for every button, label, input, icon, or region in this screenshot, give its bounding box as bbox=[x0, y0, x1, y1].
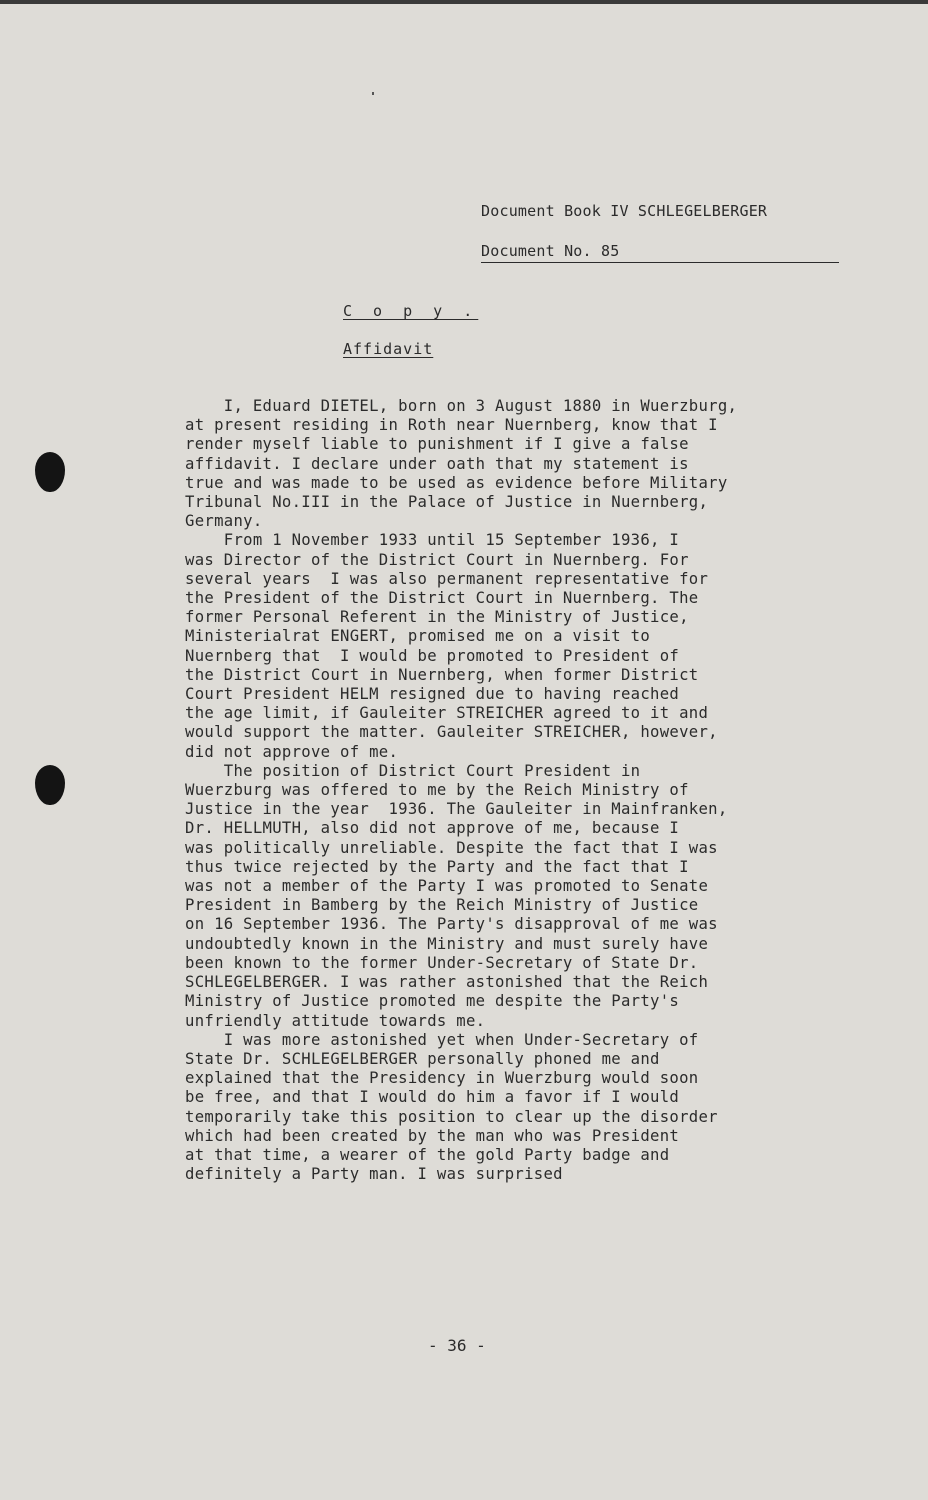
body-line: did not approve of me. bbox=[185, 742, 399, 761]
body-line: Court President HELM resigned due to having reached bbox=[185, 685, 680, 704]
body-line: at that time, a wearer of the gold Party badge and bbox=[185, 1145, 670, 1164]
body-line: former Personal Referent in the Ministry of Justice, bbox=[185, 608, 689, 627]
body-line: was Director of the District Court in Nuernberg. For bbox=[185, 550, 689, 569]
body-line: Nuernberg that I would be promoted to President of bbox=[185, 646, 680, 665]
document-book-line: Document Book IV SCHLEGELBERGER bbox=[481, 202, 768, 220]
body-line: Justice in the year 1936. The Gauleiter in Mainfranken, bbox=[185, 800, 728, 819]
body-line: the President of the District Court in Nuernberg. The bbox=[185, 589, 699, 608]
body-line: I was more astonished yet when Under-Secretary of bbox=[185, 1030, 699, 1049]
copy-label: C o p y . bbox=[343, 302, 479, 320]
body-line: true and was made to be used as evidence before Military bbox=[185, 473, 728, 492]
body-line: President in Bamberg by the Reich Ministry of Justice bbox=[185, 896, 699, 915]
body-line: Germany. bbox=[185, 512, 263, 531]
body-line: render myself liable to punishment if I give a false bbox=[185, 435, 689, 454]
punch-hole-upper bbox=[35, 452, 65, 492]
body-line: definitely a Party man. I was surprised bbox=[185, 1165, 563, 1184]
document-number: Document No. 85 bbox=[481, 242, 839, 263]
body-line: The position of District Court President in bbox=[185, 761, 641, 780]
body-line: was politically unreliable. Despite the fact that I was bbox=[185, 838, 718, 857]
body-line: thus twice rejected by the Party and the fact that I bbox=[185, 857, 689, 876]
affidavit-body bbox=[185, 397, 885, 1184]
paper-speck bbox=[372, 92, 374, 95]
body-line: the age limit, if Gauleiter STREICHER agreed to it and bbox=[185, 704, 709, 723]
body-line: Tribunal No.III in the Palace of Justice in Nuernberg, bbox=[185, 493, 709, 512]
body-line: State Dr. SCHLEGELBERGER personally phoned me and bbox=[185, 1049, 660, 1068]
body-line: the District Court in Nuernberg, when former District bbox=[185, 665, 699, 684]
body-line: several years I was also permanent representative for bbox=[185, 569, 709, 588]
body-line: Dr. HELLMUTH, also did not approve of me, because I bbox=[185, 819, 680, 838]
page-number: - 36 - bbox=[428, 1336, 486, 1355]
body-line: I, Eduard DIETEL, born on 3 August 1880 in Wuerzburg, bbox=[185, 397, 738, 415]
body-line: From 1 November 1933 until 15 September 1936, I bbox=[185, 531, 680, 550]
body-line: Ministry of Justice promoted me despite the Party's bbox=[185, 992, 680, 1011]
body-line: which had been created by the man who was President bbox=[185, 1126, 680, 1145]
body-line: was not a member of the Party I was promoted to Senate bbox=[185, 877, 709, 896]
punch-hole-lower bbox=[35, 765, 65, 805]
body-line: temporarily take this position to clear up the disorder bbox=[185, 1107, 718, 1126]
body-line: been known to the former Under-Secretary of State Dr. bbox=[185, 953, 699, 972]
body-line: affidavit. I declare under oath that my statement is bbox=[185, 454, 689, 473]
body-line: unfriendly attitude towards me. bbox=[185, 1011, 486, 1030]
page-top-edge bbox=[0, 0, 928, 4]
body-line: SCHLEGELBERGER. I was rather astonished that the Reich bbox=[185, 973, 709, 992]
body-line: Wuerzburg was offered to me by the Reich Ministry of bbox=[185, 781, 689, 800]
body-line: undoubtedly known in the Ministry and must surely have bbox=[185, 934, 709, 953]
body-line: on 16 September 1936. The Party's disapproval of me was bbox=[185, 915, 718, 934]
body-line: at present residing in Roth near Nuernberg, know that I bbox=[185, 416, 718, 435]
body-line: Ministerialrat ENGERT, promised me on a visit to bbox=[185, 627, 651, 646]
body-line: be free, and that I would do him a favor if I would bbox=[185, 1088, 680, 1107]
affidavit-title: Affidavit bbox=[343, 340, 434, 358]
body-line: would support the matter. Gauleiter STREICHER, however, bbox=[185, 723, 718, 742]
body-line: explained that the Presidency in Wuerzburg would soon bbox=[185, 1069, 699, 1088]
